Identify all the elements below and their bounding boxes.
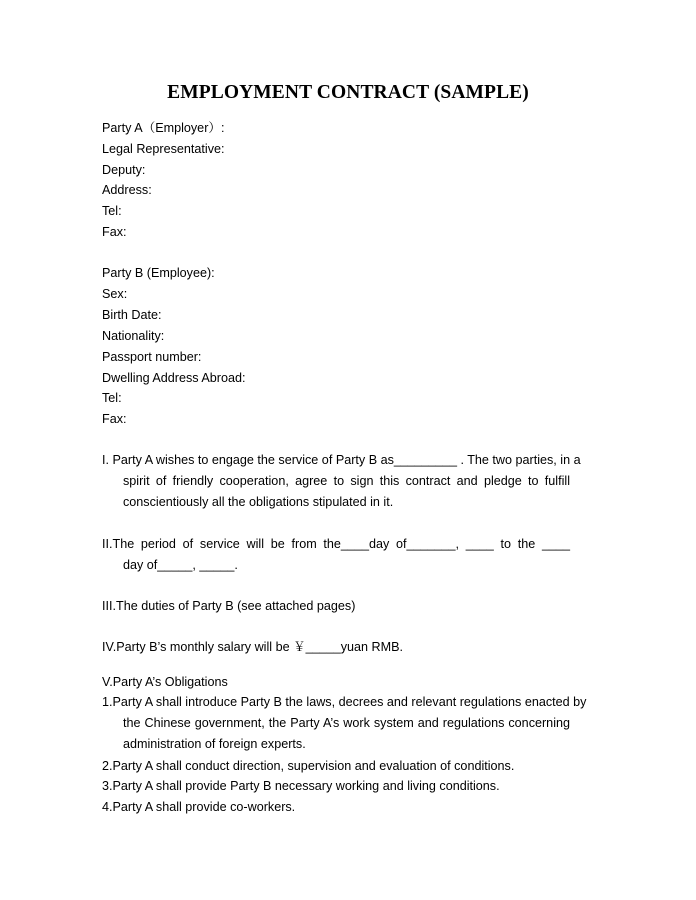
party-a-fax: Fax: [102,225,127,239]
clause-1 [102,450,581,513]
party-a-heading: Party A（Employer）: [102,121,225,135]
clause-5-item-3: 3.Party A shall provide Party B necessary working and living conditions. [102,779,500,793]
party-b-tel: Tel: [102,391,122,405]
party-b-heading: Party B (Employee): [102,266,215,280]
clause-2-line-2: day of_____, _____. [123,558,238,572]
clause-2-line-1: II.The period of service will be from the____day of_______, ____ to the ____ [102,537,570,551]
clause-1-line-2: spirit of friendly cooperation, agree to sign this contract and pledge to fulfill [123,474,570,488]
party-a-legal-representative: Legal Representative: [102,142,225,156]
clause-5-item-1-line-1: 1.Party A shall introduce Party B the laws, decrees and relevant regulations enacted by [102,695,587,709]
clause-5-item-1-line-3: administration of foreign experts. [123,737,306,751]
clause-4: IV.Party B’s monthly salary will be ￥_____yuan RMB. [102,640,403,654]
clause-5-item-4: 4.Party A shall provide co-workers. [102,800,296,814]
document-title: EMPLOYMENT CONTRACT (SAMPLE) [167,82,529,103]
party-b-birth-date: Birth Date: [102,308,162,322]
party-b-nationality: Nationality: [102,329,165,343]
party-b-sex: Sex: [102,287,128,301]
clause-1-line-1: I. Party A wishes to engage the service of Party B as_________ . The two parties, in a [102,453,581,467]
party-b-dwelling-address: Dwelling Address Abroad: [102,371,246,385]
clause-5-item-1-line-2: the Chinese government, the Party A’s work system and regulations concerning [123,716,570,730]
clause-2 [102,534,570,576]
party-b-fax: Fax: [102,412,127,426]
party-a-tel: Tel: [102,204,122,218]
clause-1-line-3: conscientiously all the obligations stipulated in it. [123,495,394,509]
party-a-deputy: Deputy: [102,163,146,177]
clause-5-item-1 [102,692,587,755]
clause-5-item-2: 2.Party A shall conduct direction, supervision and evaluation of conditions. [102,759,515,773]
party-b-passport: Passport number: [102,350,202,364]
clause-3: III.The duties of Party B (see attached pages) [102,599,356,613]
clause-5-heading: V.Party A’s Obligations [102,675,228,689]
party-a-address: Address: [102,183,152,197]
